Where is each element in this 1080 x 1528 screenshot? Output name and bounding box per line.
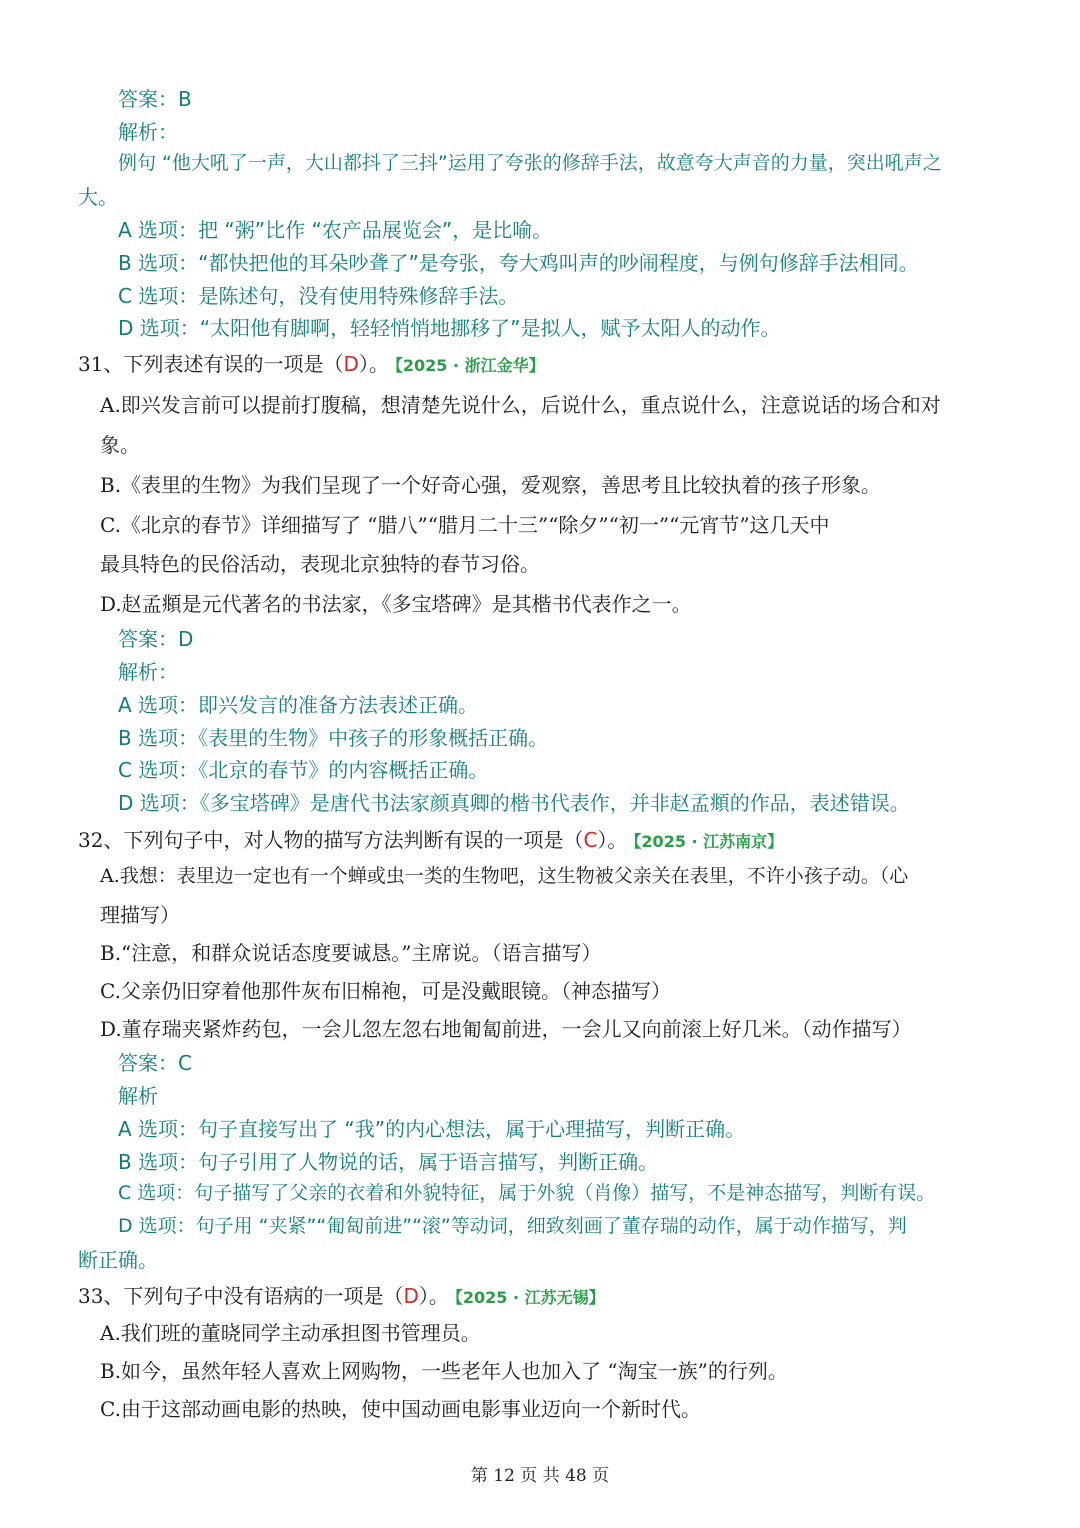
- q31-option-b: B.《表里的生物》为我们呈现了一个好奇心强，爱观察，善思考且比较执着的孩子形象。: [100, 473, 882, 497]
- q32-option-d-analysis-line2: 断正确。: [78, 1248, 158, 1272]
- q31-option-a-line2: 象。: [100, 433, 140, 457]
- q33-option-b: B.如今，虽然年轻人喜欢上网购物，一些老年人也加入了 “淘宝一族”的行列。: [100, 1359, 788, 1383]
- q31-answer-mark: D: [343, 352, 359, 376]
- q32-option-d-analysis-line1: D 选项：句子用 “夹紧”“匍匐前进”“滚”等动词，细致刻画了董存瑞的动作，属于动作描写，判: [118, 1215, 907, 1237]
- q31-option-d-analysis: D 选项：《多宝塔碑》是唐代书法家颜真卿的楷书代表作，并非赵孟頫的作品，表述错误。: [118, 791, 910, 815]
- q33-stem: 33、下列句子中没有语病的一项是（D）。 【2025 · 江苏无锡】: [78, 1284, 605, 1308]
- q30-analysis-label: 解析：: [118, 120, 178, 144]
- q32-source-tag: 【2025 · 江苏南京】: [633, 832, 784, 851]
- q31-answer: 答案：D: [118, 627, 194, 651]
- q32-option-a-line2: 理描写）: [100, 903, 180, 927]
- q31-source-tag: 【2025 · 浙江金华】: [394, 356, 545, 375]
- q31-option-a-analysis: A 选项：即兴发言的准备方法表述正确。: [118, 693, 479, 717]
- q32-option-a-analysis: A 选项：句子直接写出了 “我”的内心想法，属于心理描写，判断正确。: [118, 1117, 746, 1141]
- q30-option-a-analysis: A 选项：把 “粥”比作 “农产品展览会”，是比喻。: [118, 218, 553, 242]
- q32-answer-mark: C: [583, 828, 598, 852]
- q33-answer-mark: D: [403, 1284, 419, 1308]
- q31-option-c-line1: C.《北京的春节》详细描写了 “腊八”“腊月二十三”“除夕”“初一”“元宵节”这几天中: [100, 513, 830, 537]
- q32-answer: 答案：C: [118, 1051, 192, 1075]
- q32-option-c-analysis: C 选项：句子描写了父亲的衣着和外貌特征，属于外貌（肖像）描写，不是神态描写，判断有误。: [118, 1182, 936, 1204]
- q31-option-c-analysis: C 选项：《北京的春节》的内容概括正确。: [118, 758, 489, 782]
- q32-option-b: B.“注意，和群众说话态度要诚恳。”主席说。（语言描写）: [100, 941, 602, 965]
- q31-analysis-label: 解析：: [118, 660, 178, 684]
- q32-analysis-label: 解析: [118, 1084, 158, 1108]
- q31-stem: 31、下列表述有误的一项是（D）。 【2025 · 浙江金华】: [78, 352, 545, 376]
- q32-stem: 32、下列句子中，对人物的描写方法判断有误的一项是（C）。 【2025 · 江苏南京】: [78, 828, 784, 852]
- q33-option-c: C.由于这部动画电影的热映，使中国动画电影事业迈向一个新时代。: [100, 1397, 701, 1421]
- q31-option-c-line2: 最具特色的民俗活动，表现北京独特的春节习俗。: [100, 552, 540, 576]
- q33-option-a: A.我们班的董晓同学主动承担图书管理员。: [100, 1321, 481, 1345]
- page-number-footer: 第 12 页 共 48 页: [470, 1466, 610, 1486]
- q30-answer: 答案：B: [118, 87, 192, 111]
- q32-option-a-line1: A.我想：表里边一定也有一个蝉或虫一类的生物吧，这生物被父亲关在表里，不许小孩子动。（心: [100, 865, 909, 887]
- q30-option-c-analysis: C 选项：是陈述句，没有使用特殊修辞手法。: [118, 284, 519, 308]
- q32-option-d: D.董存瑞夹紧炸药包，一会儿忽左忽右地匍匐前进，一会儿又向前滚上好几米。（动作描写）: [100, 1017, 912, 1041]
- q32-option-b-analysis: B 选项：句子引用了人物说的话，属于语言描写，判断正确。: [118, 1150, 659, 1174]
- q30-explanation-line1: 例句 “他大吼了一声，大山都抖了三抖”运用了夸张的修辞手法，故意夸大声音的力量，突出吼声之: [118, 152, 942, 174]
- q32-option-c: C.父亲仍旧穿着他那件灰布旧棉袍，可是没戴眼镜。（神态描写）: [100, 979, 671, 1003]
- q31-option-a-line1: A.即兴发言前可以提前打腹稿，想清楚先说什么，后说什么，重点说什么，注意说话的场合和对: [100, 393, 941, 417]
- q30-option-d-analysis: D 选项：“太阳他有脚啊，轻轻悄悄地挪移了”是拟人，赋予太阳人的动作。: [118, 316, 781, 340]
- q31-option-b-analysis: B 选项：《表里的生物》中孩子的形象概括正确。: [118, 726, 549, 750]
- q30-option-b-analysis: B 选项：“都快把他的耳朵吵聋了”是夸张，夸大鸡叫声的吵闹程度，与例句修辞手法相同。: [118, 251, 919, 275]
- q33-source-tag: 【2025 · 江苏无锡】: [454, 1288, 605, 1307]
- q31-option-d: D.赵孟頫是元代著名的书法家，《多宝塔碑》是其楷书代表作之一。: [100, 592, 692, 616]
- q30-explanation-line2: 大。: [78, 185, 118, 209]
